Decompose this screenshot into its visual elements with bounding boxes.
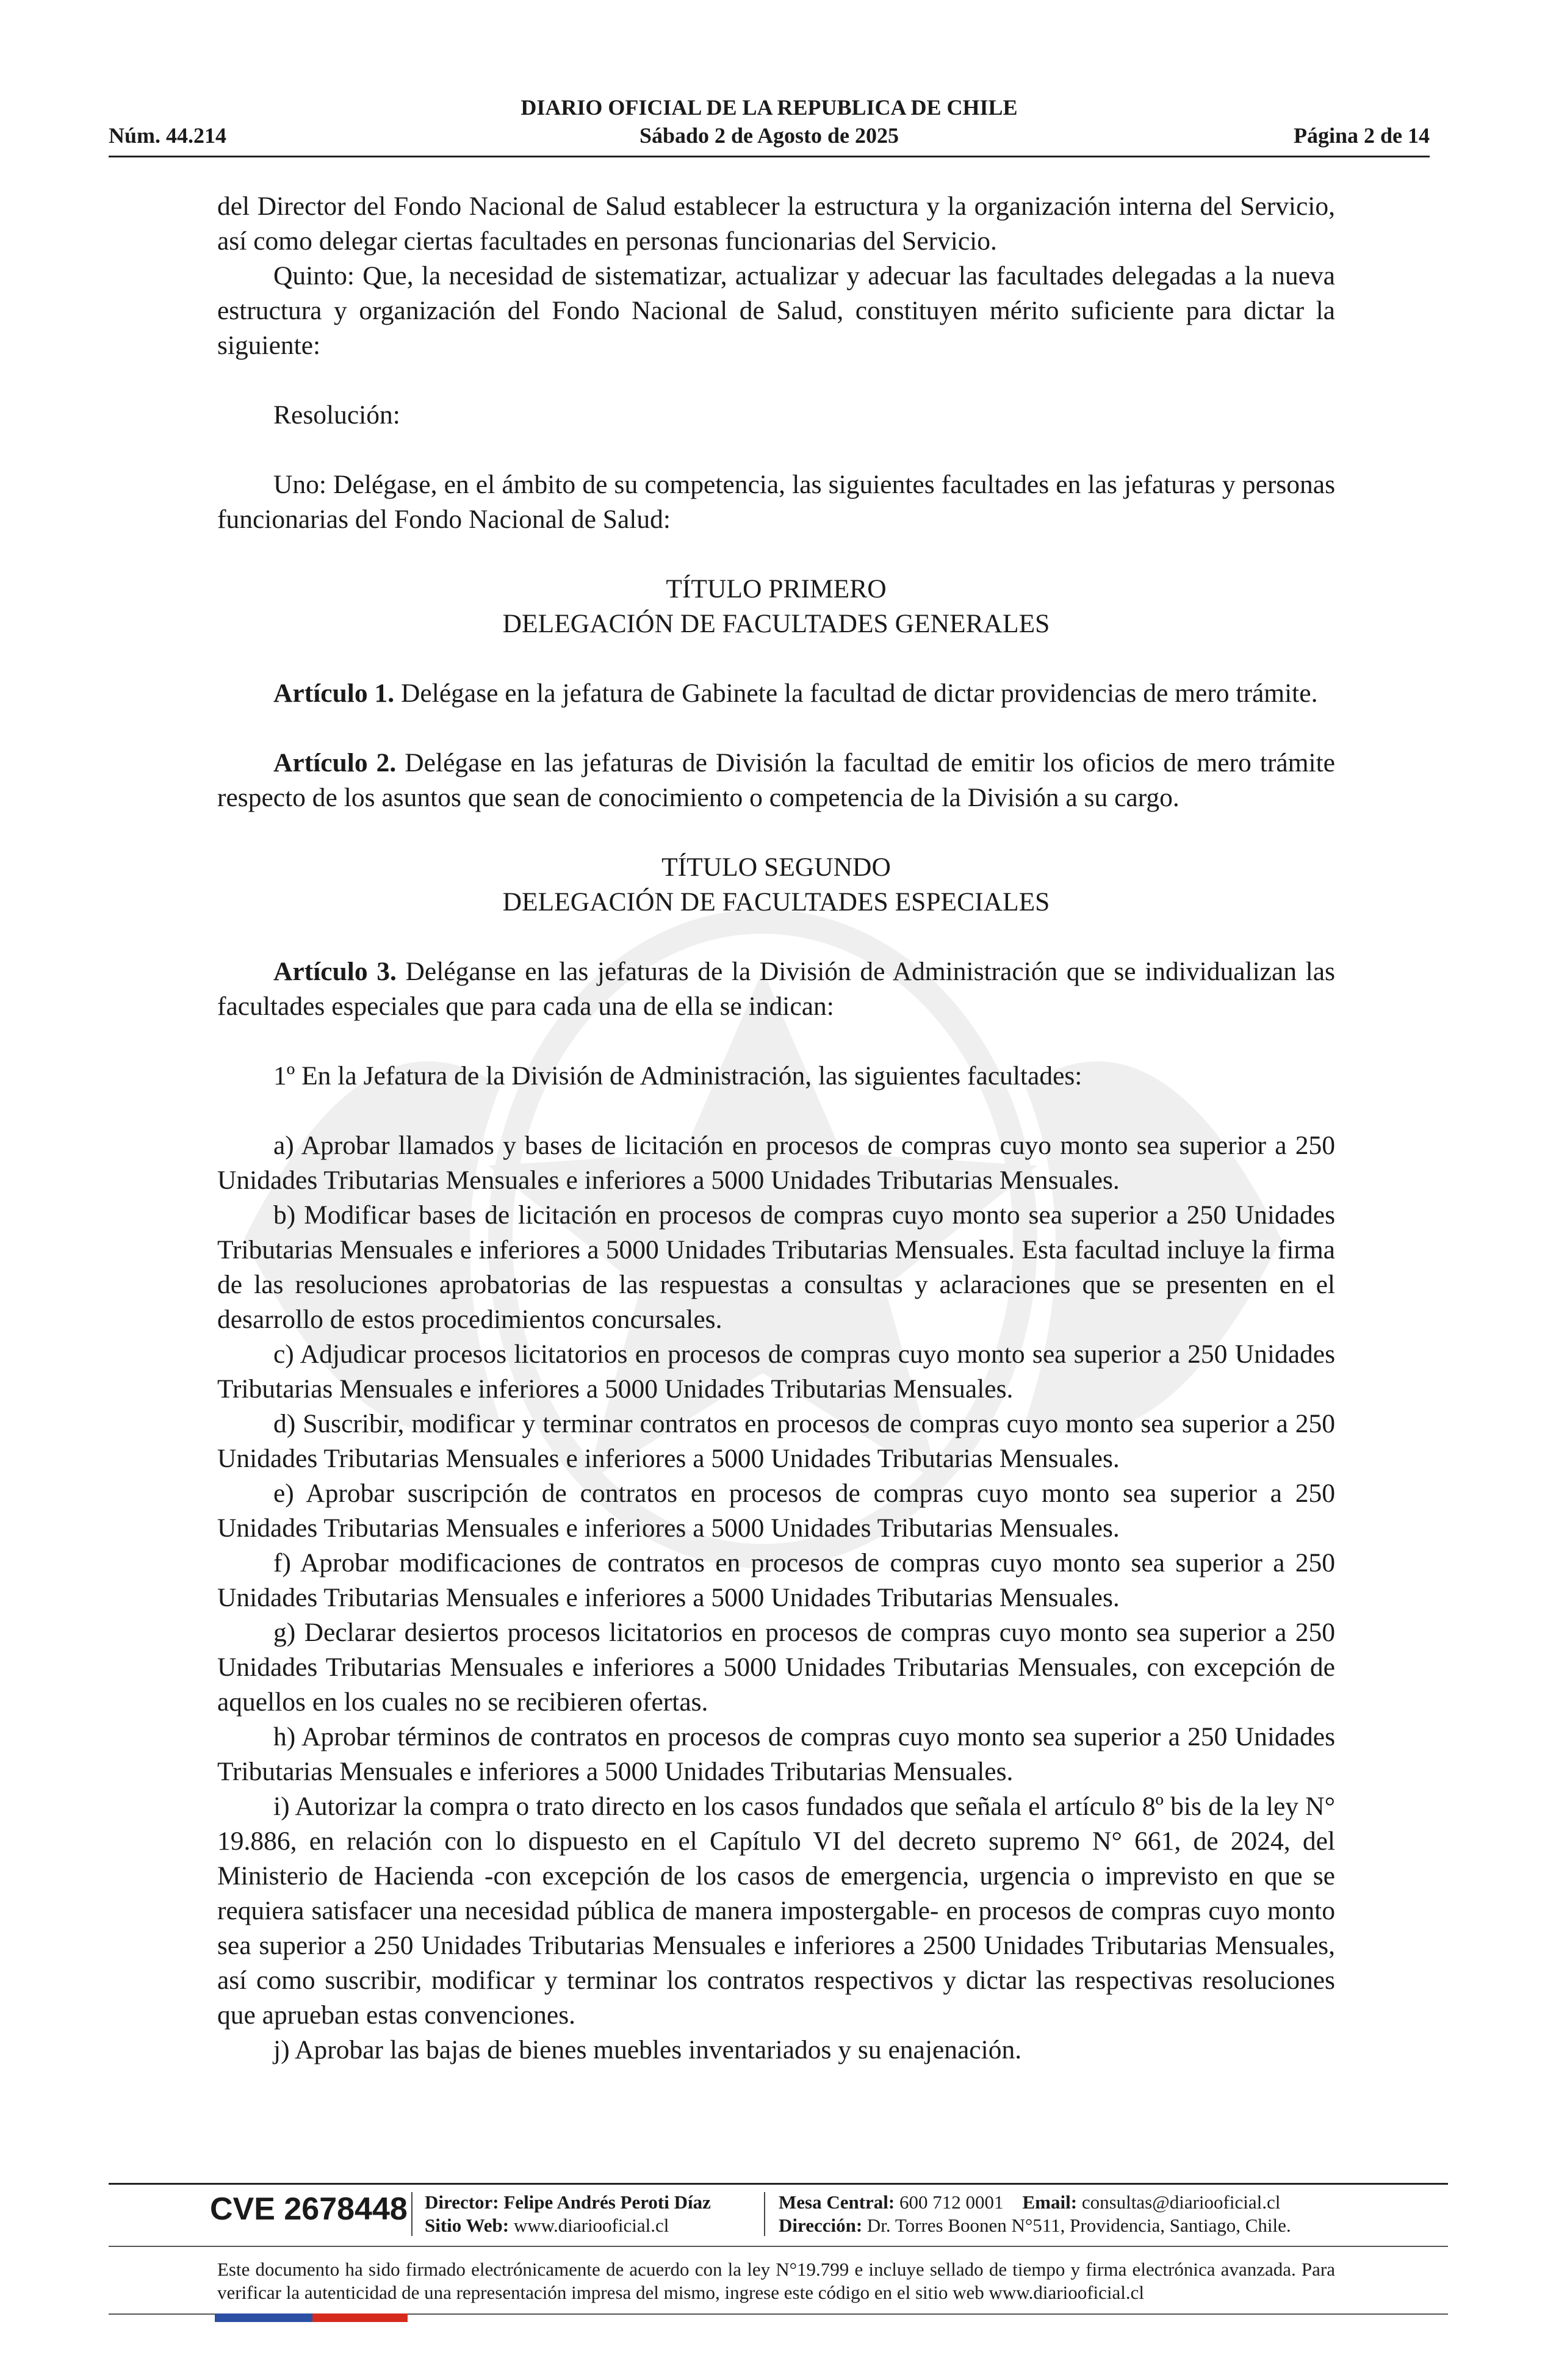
list-item: j) Aprobar las bajas de bienes muebles inventariados y su enajenación.: [273, 2035, 1022, 2064]
article-3-text: Deléganse en las jefaturas de la División de Administración que se individualizan las facultades especiales que para cada una de ella se indican:: [217, 957, 1335, 1021]
list-item: g) Declarar desiertos procesos licitatorios en procesos de compras cuyo monto sea superior a 250 Unidades Tributarias Mensuales e inferiores a 5000 Unidades Tributarias Mensuales, con excepción de aquellos en los cuales no se recibieren ofertas.: [217, 1618, 1335, 1717]
email-link[interactable]: consultas@diariooficial.cl: [1081, 2191, 1281, 2213]
footer-director-block: [425, 2191, 711, 2237]
footer-contact-block: [779, 2191, 1291, 2237]
flag-red-stripe: [312, 2313, 408, 2322]
flag-blue-stripe: [215, 2313, 312, 2322]
paragraph-uno: Uno: Delégase, en el ámbito de su competencia, las siguientes facultades en las jefaturas y personas funcionarias del Fondo Nacional de Salud:: [217, 470, 1335, 534]
title-second-subheading: DELEGACIÓN DE FACULTADES ESPECIALES: [502, 887, 1050, 917]
title-first-subheading: DELEGACIÓN DE FACULTADES GENERALES: [502, 609, 1050, 638]
header-divider: [109, 156, 1430, 157]
address-label: Dirección:: [779, 2215, 863, 2236]
issue-date: Sábado 2 de Agosto de 2025: [639, 123, 899, 148]
article-1: [217, 676, 1335, 711]
list-item: a) Aprobar llamados y bases de licitación en procesos de compras cuyo monto sea superior a 250 Unidades Tributarias Mensuales e inferiores a 5000 Unidades Tributarias Mensuales.: [217, 1131, 1335, 1195]
first-section-intro: 1º En la Jefatura de la División de Administración, las siguientes facultades:: [273, 1061, 1082, 1091]
footer-divider-middle: [109, 2246, 1448, 2247]
list-item: c) Adjudicar procesos licitatorios en procesos de compras cuyo monto sea superior a 250 Unidades Tributarias Mensuales e inferiores a 5000 Unidades Tributarias Mensuales.: [217, 1340, 1335, 1404]
article-2-text: Delégase en las jefaturas de División la facultad de emitir los oficios de mero trámite respecto de los asuntos que sean de conocimiento o competencia de la División a su cargo.: [217, 748, 1335, 812]
paragraph-continuation: del Director del Fondo Nacional de Salud establecer la estructura y la organización interna del Servicio, así como delegar ciertas facultades en personas funcionarias del Servicio.: [217, 192, 1335, 256]
mesa-label: Mesa Central:: [779, 2191, 895, 2213]
list-item: d) Suscribir, modificar y terminar contratos en procesos de compras cuyo monto sea superior a 250 Unidades Tributarias Mensuales e inferiores a 5000 Unidades Tributarias Mensuales.: [217, 1409, 1335, 1473]
issue-number: Núm. 44.214: [109, 123, 227, 148]
email-label: Email:: [1022, 2191, 1078, 2213]
article-1-label: Artículo 1.: [273, 679, 395, 708]
signature-notice: Este documento ha sido firmado electrónicamente de acuerdo con la ley N°19.799 e incluye sellado de tiempo y firma electrónica avanzada. Para verificar la autenticidad de una representación impresa del mismo, ingrese este código en el sitio web www.diariooficial.cl: [217, 2259, 1335, 2303]
mesa-phone: 600 712 0001: [899, 2191, 1004, 2213]
title-first-heading: TÍTULO PRIMERO: [666, 574, 887, 604]
resolution-heading: Resolución:: [273, 400, 400, 430]
page-header: [109, 95, 1430, 153]
article-3: [217, 954, 1335, 1024]
address-value: Dr. Torres Boonen N°511, Providencia, Santiago, Chile.: [866, 2215, 1291, 2236]
list-item: i) Autorizar la compra o trato directo en los casos fundados que señala el artículo 8º bis de la ley N° 19.886, en relación con lo dispuesto en el Capítulo VI del decreto supremo N° 661, de 2024, del Ministerio de Hacienda -con excepción de los casos de emergencia, urgencia o imprevisto en que se requiera satisfacer una necesidad pública de manera impostergable- en procesos de compras cuyo monto sea superior a 250 Unidades Tributarias Mensuales e inferiores a 2500 Unidades Tributarias Mensuales, así como suscribir, modificar y terminar los contratos respectivos y dictar las respectivas resoluciones que aprueban estas convenciones.: [217, 1792, 1335, 2030]
cve-code: CVE 2678448: [210, 2191, 408, 2227]
list-item: e) Aprobar suscripción de contratos en procesos de compras cuyo monto sea superior a 250 Unidades Tributarias Mensuales e inferiores a 5000 Unidades Tributarias Mensuales.: [217, 1479, 1335, 1543]
article-1-text: Delégase en la jefatura de Gabinete la facultad de dictar providencias de mero trámite.: [394, 679, 1318, 708]
website-link[interactable]: www.diariooficial.cl: [513, 2215, 669, 2236]
article-2-label: Artículo 2.: [273, 748, 397, 777]
list-item: f) Aprobar modificaciones de contratos en procesos de compras cuyo monto sea superior a 250 Unidades Tributarias Mensuales e inferiores a 5000 Unidades Tributarias Mensuales.: [217, 1548, 1335, 1612]
director-label: Director:: [425, 2191, 499, 2213]
title-second-heading: TÍTULO SEGUNDO: [661, 853, 891, 882]
footer-separator: [764, 2192, 765, 2236]
article-3-label: Artículo 3.: [273, 957, 397, 986]
article-2: [217, 746, 1335, 815]
footer-separator: [411, 2192, 412, 2236]
page-indicator: Página 2 de 14: [1293, 123, 1430, 148]
newspaper-title: DIARIO OFICIAL DE LA REPUBLICA DE CHILE: [520, 95, 1018, 120]
list-item: b) Modificar bases de licitación en procesos de compras cuyo monto sea superior a 250 Unidades Tributarias Mensuales e inferiores a 5000 Unidades Tributarias Mensuales. Esta facultad incluye la firma de las resoluciones aprobatorias de las respuestas a consultas y aclaraciones que se presenten en el desarrollo de estos procedimientos concursales.: [217, 1200, 1335, 1334]
website-label: Sitio Web:: [425, 2215, 510, 2236]
list-item: h) Aprobar términos de contratos en procesos de compras cuyo monto sea superior a 250 Unidades Tributarias Mensuales e inferiores a 5000 Unidades Tributarias Mensuales.: [217, 1722, 1335, 1786]
document-body: [217, 189, 1335, 2068]
paragraph-quinto: Quinto: Que, la necesidad de sistematizar, actualizar y adecuar las facultades delegadas a la nueva estructura y organización del Fondo Nacional de Salud, constituyen mérito suficiente para dictar la siguiente:: [217, 261, 1335, 360]
footer-divider-top: [109, 2183, 1448, 2185]
director-name: Felipe Andrés Peroti Díaz: [503, 2191, 711, 2213]
